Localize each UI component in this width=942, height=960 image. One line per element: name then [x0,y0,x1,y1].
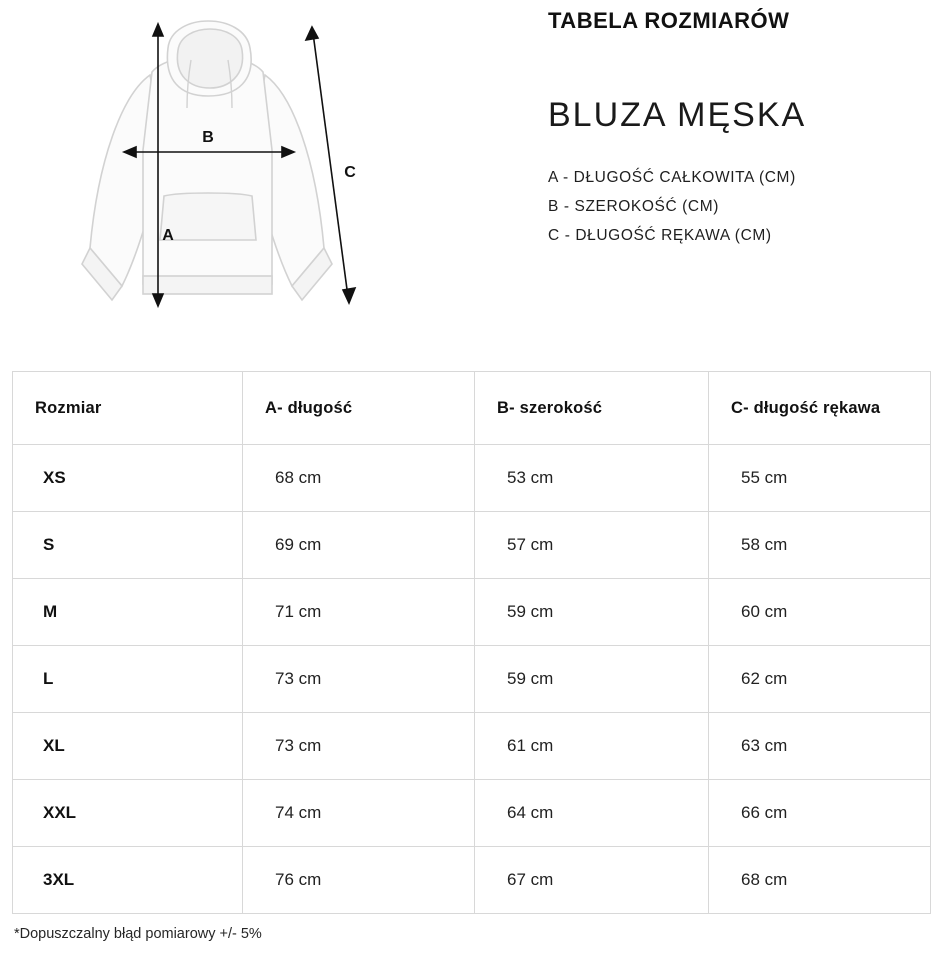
label-b: B [202,129,214,146]
cell-sleeve: 55 cm [709,445,931,512]
cell-length: 74 cm [243,780,475,847]
cell-width: 67 cm [475,847,709,914]
table-row [13,713,931,780]
product-title: BLUZA MĘSKA [548,96,807,134]
cell-sleeve: 58 cm [709,512,931,579]
table-row [13,780,931,847]
cell-length: 68 cm [243,445,475,512]
info-block [548,0,928,256]
cell-length: 73 cm [243,646,475,713]
table-row [13,512,931,579]
footnote: *Dopuszczalny błąd pomiarowy +/- 5% [14,926,262,942]
cell-sleeve: 68 cm [709,847,931,914]
cell-sleeve: 66 cm [709,780,931,847]
cell-size: XS [13,445,243,512]
size-table-wrapper [12,371,930,914]
label-c: C [344,164,356,181]
cell-length: 76 cm [243,847,475,914]
cell-size: S [13,512,243,579]
cell-size: 3XL [13,847,243,914]
cell-sleeve: 63 cm [709,713,931,780]
table-row [13,646,931,713]
hoodie-icon [60,0,390,330]
col-header-sleeve: C- długość rękawa [709,372,931,445]
cell-size: L [13,646,243,713]
page-title: TABELA ROZMIARÓW [548,8,790,33]
cell-width: 64 cm [475,780,709,847]
hoodie-diagram [60,0,390,330]
col-header-width: B- szerokość [475,372,709,445]
legend-item-c: C - DŁUGOŚĆ RĘKAWA (CM) [548,227,772,244]
table-row [13,579,931,646]
cell-width: 53 cm [475,445,709,512]
cell-width: 59 cm [475,646,709,713]
cell-size: M [13,579,243,646]
legend-item-a: A - DŁUGOŚĆ CAŁKOWITA (CM) [548,169,796,186]
cell-length: 69 cm [243,512,475,579]
label-a: A [162,227,174,244]
col-header-size: Rozmiar [13,372,243,445]
legend [548,169,928,245]
cell-length: 71 cm [243,579,475,646]
top-section [0,0,942,350]
table-row [13,445,931,512]
cell-length: 73 cm [243,713,475,780]
cell-size: XL [13,713,243,780]
legend-item-b: B - SZEROKOŚĆ (CM) [548,198,719,215]
col-header-length: A- długość [243,372,475,445]
cell-width: 57 cm [475,512,709,579]
size-table [12,371,931,914]
cell-sleeve: 62 cm [709,646,931,713]
cell-size: XXL [13,780,243,847]
table-header-row [13,372,931,445]
cell-width: 59 cm [475,579,709,646]
cell-sleeve: 60 cm [709,579,931,646]
cell-width: 61 cm [475,713,709,780]
table-row [13,847,931,914]
